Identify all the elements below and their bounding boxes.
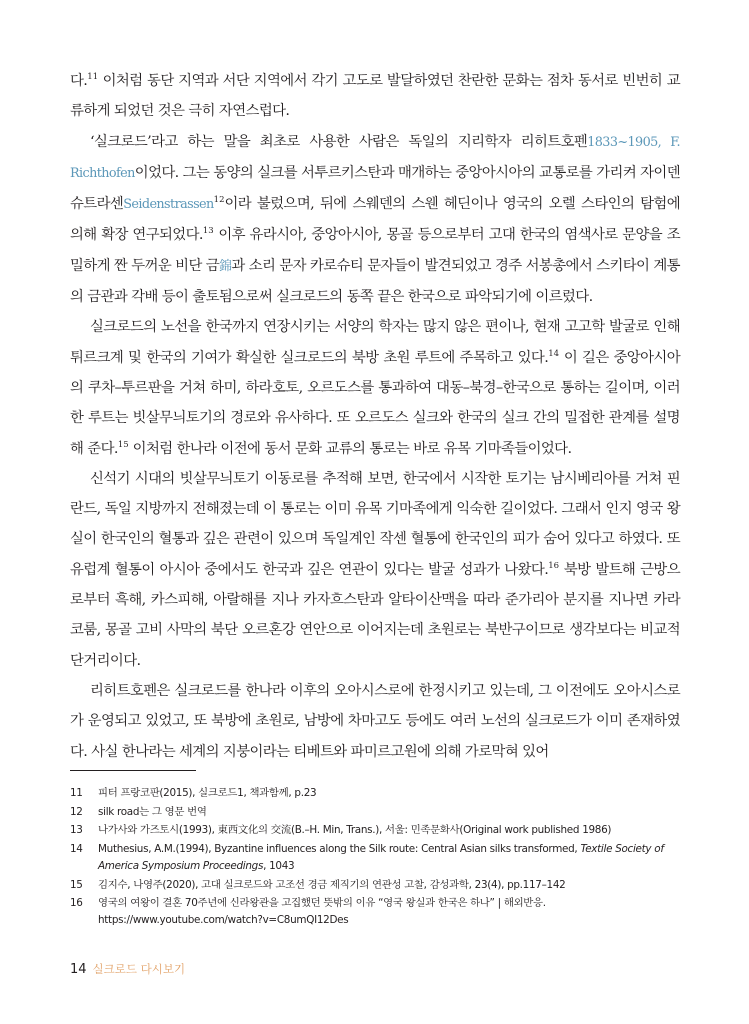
text-run: 신석기 시대의 빗살무늬토기 이동로를 추적해 보면, 한국에서 시작한 토기는 남시베리아를 거쳐 핀란드, 독일 지방까지 전해졌는데 이 통로는 이미 유목 기마족에게 익숙한 길이었다. 그래서 인지 영국 왕실이 한국인의 혈통과 깊은 관련이 있으며 독일계인 작센 혈통에 한국인의 피가 숨어 있다고 하였다. 또 유럽계 혈통이 아시아 중에서도 한국과 깊은 연관이 있다는 발굴 성과가 나왔다. <box>70 470 680 578</box>
text-run: 이 길은 중앙아시아의 쿠차–투르판을 거쳐 하미, 하라호토, 오르도스를 통과하여 대동–북경–한국으로 통하는 길이며, 이러한 루트는 빗살무늬토기의 경로와 유사하다. 또 오르도스 실크와 한국의 실크 간의 밀접한 관계를 설명해 준다. <box>70 349 680 457</box>
footnote-12 <box>70 804 680 821</box>
footnote-number: 12 <box>70 805 83 818</box>
footnote-ref-13[interactable]: 13 <box>202 226 214 237</box>
footnote-number: 11 <box>70 787 83 799</box>
footnote-text: 피터 프랑코판(2015), 실크로드1, 책과함께, p.23 <box>98 787 317 799</box>
footnote-text-run: Muthesius, A.M.(1994), Byzantine influences along the Silk route: Central Asian silks transformed, <box>98 843 581 856</box>
richthofen-annotation: 1833~1905, F. Richthofen <box>70 134 680 181</box>
footnote-ref-11[interactable]: 11 <box>87 72 99 82</box>
footnote-text: 김지수, 나영주(2020), 고대 실크로드와 고조선 경금 제직기의 연관성 고찰, 감성과학, 23(4), pp.117–142 <box>98 878 566 891</box>
text-run: 실크로드의 노선을 한국까지 연장시키는 서양의 학자는 많지 않은 편이나, 현재 고고학 발굴로 인해 튀르크계 및 한국의 기여가 확실한 실크로드의 북방 초원 루트에 주목하고 있다. <box>70 319 680 366</box>
footnote-ref-12[interactable]: 12 <box>213 195 225 206</box>
paragraph-1 <box>70 66 680 127</box>
text-run: 다. <box>70 73 88 89</box>
footnote-11 <box>70 785 680 802</box>
running-title: 실크로드 다시보기 <box>92 962 186 976</box>
footnote-15 <box>70 877 680 894</box>
footnote-number: 14 <box>70 843 83 856</box>
footnote-italic-title: Textile Society of America Symposium Proceedings <box>98 843 664 873</box>
text-run: 이처럼 한나라 이전에 동서 문화 교류의 통로는 바로 유목 기마족들이었다. <box>128 440 572 457</box>
seidenstrassen-annotation: Seidenstrassen <box>123 197 214 213</box>
footnote-text-run: , 1043 <box>263 860 295 873</box>
hanja-annotation: 錦 <box>219 258 232 274</box>
paragraph-4 <box>70 464 680 676</box>
body-text <box>70 66 680 767</box>
text-run: ‘실크로드’라고 하는 말을 최초로 사용한 사람은 독일의 지리학자 리히트호펜 <box>90 133 588 150</box>
page-number: 14 <box>70 962 87 977</box>
footnote-ref-16[interactable]: 16 <box>548 560 560 571</box>
footnote-text: 영국의 여왕이 결혼 70주년에 신라왕관을 고집했던 뜻밖의 이유 “영국 왕실과 한국은 하나” | 해외반응. https://www.youtube.com/watch?v=C8umQI12Des <box>98 897 546 927</box>
footnote-14 <box>70 841 680 875</box>
footnotes <box>70 785 680 931</box>
footnote-ref-15[interactable]: 15 <box>117 439 129 450</box>
footnote-16 <box>70 895 680 929</box>
text-run: 북방 발트해 근방으로부터 흑해, 카스피해, 아랄해를 지나 카자흐스탄과 알타이산맥을 따라 준가리아 분지를 지나면 카라코룸, 몽골 고비 사막의 북단 오르혼강 연안으로 이어지는데 초원로는 북반구이므로 생각보다는 비교적 단거리이다. <box>70 561 680 669</box>
text-run: 이라 불렀으며, 뒤에 스웨덴의 스웬 헤딘이나 영국의 오렐 스타인의 탐험에 의해 확장 연구되었다. <box>70 196 680 244</box>
paragraph-3 <box>70 312 680 463</box>
page-footer <box>70 961 185 977</box>
paragraph-2 <box>70 127 680 313</box>
text-run: 이후 유라시아, 중앙아시아, 몽골 등으로부터 고대 한국의 염색사로 문양을 조밀하게 짠 두꺼운 비단 금 <box>70 227 680 274</box>
footnote-13 <box>70 822 680 839</box>
footnote-text: 나가사와 가즈토시(1993), 東西文化의 交流(B.–H. Min, Trans.), 서울: 민족문화사(Original work published 1986) <box>98 824 612 837</box>
text-run: 리히트호펜은 실크로드를 한나라 이후의 오아시스로에 한정시키고 있는데, 그 이전에도 오아시스로가 운영되고 있었고, 또 북방에 초원로, 남방에 차마고도 등에도 여러 노선의 실크로드가 이미 존재하였다. 사실 한나라는 세계의 지붕이라는 티베트와 파미르고원에 의해 가로막혀 있어 <box>70 682 680 760</box>
text-run: 이었다. 그는 동양의 실크를 서투르키스탄과 매개하는 중앙아시아의 교통로를 가리켜 자이덴슈트라센 <box>70 164 680 213</box>
paragraph-5 <box>70 676 680 767</box>
footnote-divider <box>70 770 196 771</box>
footnote-text: silk road는 그 영문 번역 <box>98 805 207 818</box>
footnote-number: 13 <box>70 824 83 837</box>
text-run: 이처럼 동단 지역과 서단 지역에서 각기 고도로 발달하였던 찬란한 문화는 점차 동서로 빈번히 교류하게 되었던 것은 극히 자연스럽다. <box>70 73 680 120</box>
footnote-number: 15 <box>70 878 83 891</box>
footnote-text <box>98 841 680 875</box>
footnote-ref-14[interactable]: 14 <box>548 348 560 359</box>
footnote-number: 16 <box>70 897 83 910</box>
text-run: 과 소리 문자 카로슈티 문자들이 발견되었고 경주 서봉총에서 스키타이 계통의 금관과 각배 등이 출토됨으로써 실크로드의 동쪽 끝은 한국으로 파악되기에 이르렀다. <box>70 257 680 306</box>
